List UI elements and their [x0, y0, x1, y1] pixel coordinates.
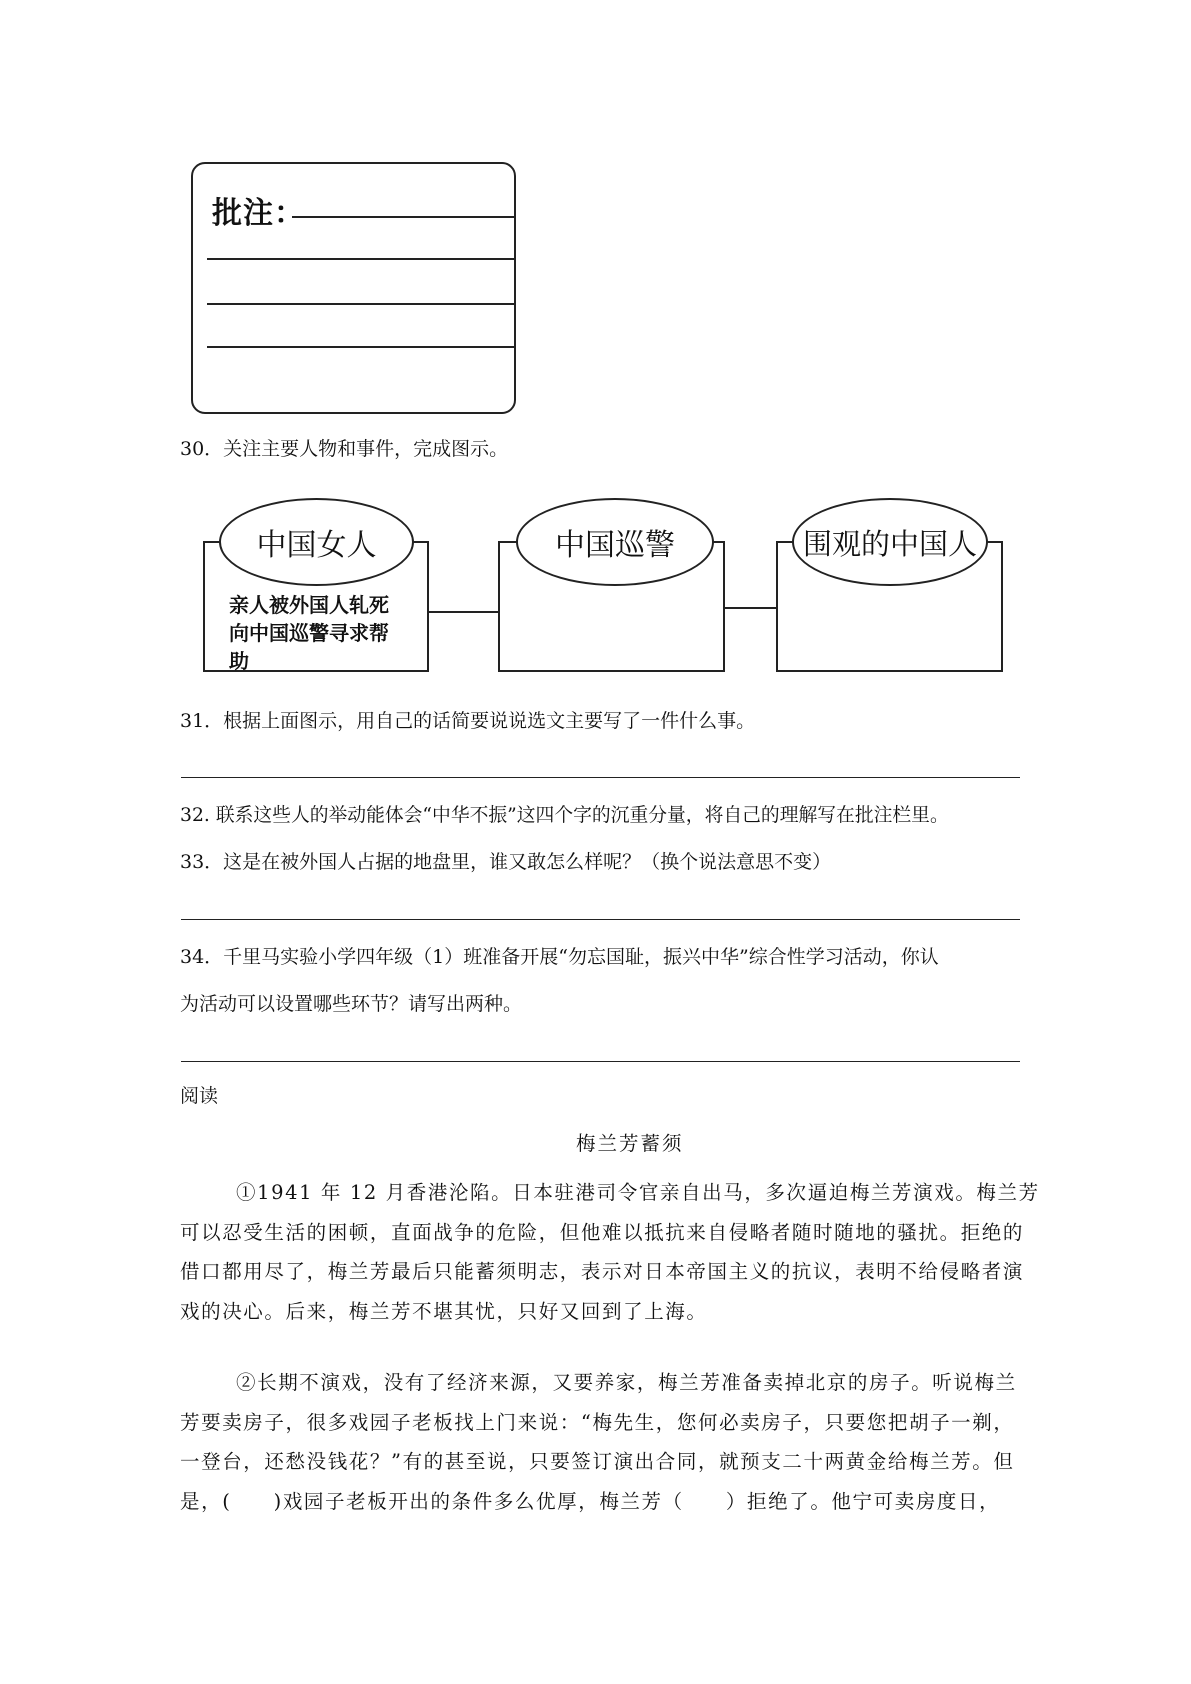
- diagram-connector-1: [429, 611, 498, 613]
- annotation-line-4[interactable]: [207, 346, 514, 348]
- paragraph-line: 是，( )戏园子老板开出的条件多么优厚，梅兰芳（ ）拒绝了。他宁可卖房度日，: [180, 1489, 1001, 1513]
- reading-paragraph-2: [180, 1363, 1017, 1521]
- diagram-node-2-title: 中国巡警: [516, 498, 714, 586]
- paragraph-line: 芳要卖房子，很多戏园子老板找上门来说：“梅先生，您何必卖房子，只要您把胡子一剃，: [180, 1410, 1015, 1434]
- paragraph-line: 戏的决心。后来，梅兰芳不堪其忧，只好又回到了上海。: [180, 1299, 708, 1323]
- paragraph-line: 借口都用尽了，梅兰芳最后只能蓄须明志，表示对日本帝国主义的抗议，表明不给侵略者演: [180, 1260, 1025, 1283]
- answer-line-31[interactable]: [181, 777, 1020, 778]
- diagram-box-1-line: 助: [229, 649, 249, 673]
- annotation-line-3[interactable]: [207, 303, 514, 305]
- paragraph-line: 可以忍受生活的困顿，直面战争的危险，但他难以抵抗来自侵略者随时随地的骚扰。拒绝的: [180, 1220, 1025, 1244]
- question-34-line-2: 为活动可以设置哪些环节？请写出两种。: [180, 993, 523, 1015]
- diagram-node-3-title: 围观的中国人: [792, 498, 988, 586]
- diagram-box-1-line: 向中国巡警寻求帮: [229, 621, 389, 645]
- question-33: 33．这是在被外国人占据的地盘里，谁又敢怎么样呢？（换个说法意思不变）: [180, 851, 832, 873]
- answer-line-33[interactable]: [181, 919, 1020, 920]
- annotation-line-2[interactable]: [207, 258, 514, 260]
- reading-heading: 阅读: [180, 1085, 219, 1107]
- diagram-connector-2: [725, 607, 776, 609]
- question-32: 32. 联系这些人的举动能体会“中华不振”这四个字的沉重分量，将自己的理解写在批注栏里。: [180, 805, 949, 826]
- diagram-box-1-line: 亲人被外国人轧死: [229, 593, 389, 617]
- paragraph-line: 一登台，还愁没钱花？”有的甚至说，只要签订演出合同，就预支二十两黄金给梅兰芳。但: [180, 1450, 1015, 1473]
- diagram-node-1-title: 中国女人: [219, 498, 414, 586]
- answer-line-34[interactable]: [181, 1061, 1020, 1062]
- paragraph-line: ①1941 年 12 月香港沦陷。日本驻港司令官亲自出马，多次逼迫梅兰芳演戏。梅兰芳: [236, 1181, 1040, 1204]
- question-31: 31．根据上面图示，用自己的话简要说说选文主要写了一件什么事。: [180, 710, 756, 732]
- annotation-line-1[interactable]: [292, 216, 514, 218]
- reading-paragraph-1: [180, 1173, 1040, 1331]
- annotation-label: 批注：: [212, 196, 305, 231]
- diagram-box-1-text: [229, 591, 389, 675]
- question-34-line-1: 34．千里马实验小学四年级（1）班准备开展“勿忘国耻，振兴中华”综合性学习活动，你认: [180, 946, 939, 968]
- paragraph-line: ②长期不演戏，没有了经济来源，又要养家，梅兰芳准备卖掉北京的房子。听说梅兰: [236, 1371, 1017, 1394]
- question-30: 30．关注主要人物和事件，完成图示。: [180, 438, 509, 460]
- reading-title: 梅兰芳蓄须: [576, 1132, 684, 1155]
